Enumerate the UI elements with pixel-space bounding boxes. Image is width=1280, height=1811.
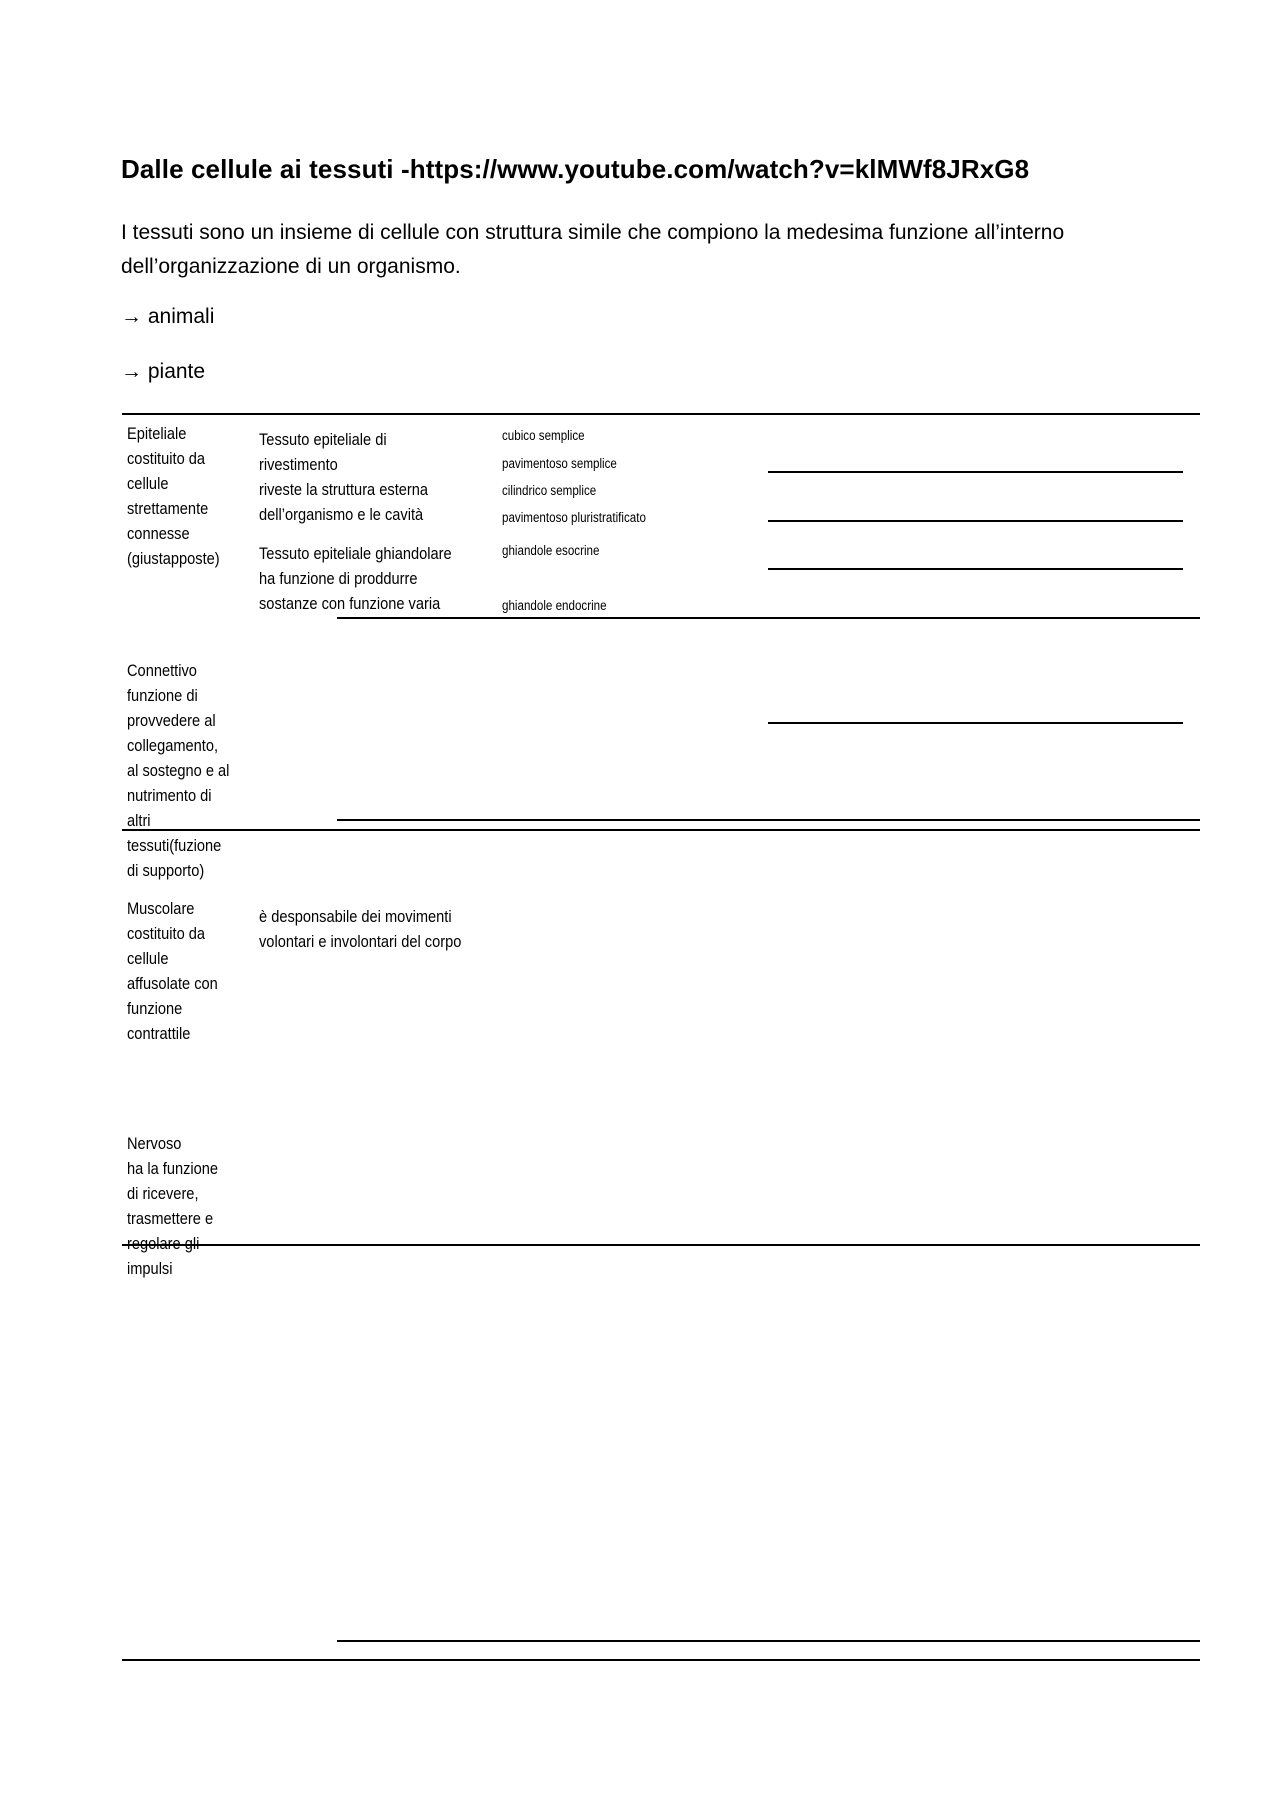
cell-line: Nervoso xyxy=(127,1134,182,1153)
cell-line: volontari e involontari del corpo xyxy=(259,932,462,951)
bullet-label: piante xyxy=(147,360,206,383)
intro-paragraph: I tessuti sono un insieme di cellule con struttura simile che compiono la medesima funzione all’interno dell’organizzazione di un organismo. xyxy=(121,221,1065,278)
cell-line: ha funzione di proddurre xyxy=(259,569,418,588)
cell-line: (giustapposte) xyxy=(127,549,220,568)
fill-line xyxy=(768,568,1183,570)
cell-line: strettamente xyxy=(127,499,209,518)
cell-line: rivestimento xyxy=(259,455,338,474)
cell-line: di supporto) xyxy=(127,861,205,880)
cell-line: nutrimento di xyxy=(127,786,212,805)
cell-line: ha la funzione xyxy=(127,1159,219,1178)
cell-line: costituito da xyxy=(127,449,206,468)
cell-line: collegamento, xyxy=(127,736,219,755)
cell-line: sostanze con funzione varia xyxy=(259,594,441,613)
type-label: pavimentoso semplice xyxy=(502,456,617,471)
cell-line: funzione xyxy=(127,999,183,1018)
cell-line: altri xyxy=(127,811,151,830)
epiteliale-heading xyxy=(127,421,220,571)
fill-line xyxy=(768,722,1183,724)
row-divider xyxy=(337,819,1200,821)
type-label: cilindrico semplice xyxy=(502,483,597,498)
fill-line xyxy=(768,471,1183,473)
cell-line: tessuti(fuzione xyxy=(127,836,222,855)
cell-line: al sostegno e al xyxy=(127,761,230,780)
arrow-icon: → xyxy=(121,360,142,383)
cell-line: è desponsabile dei movimenti xyxy=(259,907,452,926)
cell-line: di ricevere, xyxy=(127,1184,199,1203)
cell-line: contrattile xyxy=(127,1024,191,1043)
bullet-piante xyxy=(121,360,205,384)
row-divider xyxy=(122,829,1200,831)
muscolare-heading xyxy=(127,896,218,1046)
cell-line: provvedere al xyxy=(127,711,216,730)
cell-line: dell’organismo e le cavità xyxy=(259,505,424,524)
cell-line: Epiteliale xyxy=(127,424,187,443)
cell-line: impulsi xyxy=(127,1259,173,1278)
cell-line: riveste la struttura esterna xyxy=(259,480,429,499)
arrow-icon: → xyxy=(121,305,142,328)
fill-line xyxy=(768,520,1183,522)
cell-line: funzione di xyxy=(127,686,198,705)
cell-line: cellule xyxy=(127,474,169,493)
type-label: cubico semplice xyxy=(502,428,585,443)
type-label: pavimentoso pluristratificato xyxy=(502,510,646,525)
cell-line: Tessuto epiteliale ghiandolare xyxy=(259,544,452,563)
cell-line: connesse xyxy=(127,524,190,543)
epiteliale-rivestimento xyxy=(259,427,428,527)
table-bottom-rule xyxy=(122,1659,1200,1661)
page-title: Dalle cellule ai tessuti -https://www.youtube.com/watch?v=klMWf8JRxG8 xyxy=(121,154,1030,184)
cell-line: trasmettere e xyxy=(127,1209,214,1228)
nervoso-heading xyxy=(127,1131,218,1281)
row-divider xyxy=(337,617,1200,619)
muscolare-description xyxy=(259,904,461,954)
type-label: ghiandole esocrine xyxy=(502,543,600,558)
type-label: ghiandole endocrine xyxy=(502,598,607,613)
bullet-label: animali xyxy=(147,305,215,328)
cell-line: Tessuto epiteliale di xyxy=(259,430,387,449)
cell-line: Connettivo xyxy=(127,661,197,680)
cell-line: affusolate con xyxy=(127,974,218,993)
cell-line: costituito da xyxy=(127,924,206,943)
cell-line: Muscolare xyxy=(127,899,195,918)
connettivo-heading xyxy=(127,658,229,883)
cell-line: regolare gli xyxy=(127,1234,200,1253)
row-divider xyxy=(337,1640,1200,1642)
bullet-animali xyxy=(121,305,214,329)
row-divider xyxy=(122,1244,1200,1246)
table-top-rule xyxy=(122,413,1200,415)
cell-line: cellule xyxy=(127,949,169,968)
epiteliale-ghiandolare xyxy=(259,541,452,616)
